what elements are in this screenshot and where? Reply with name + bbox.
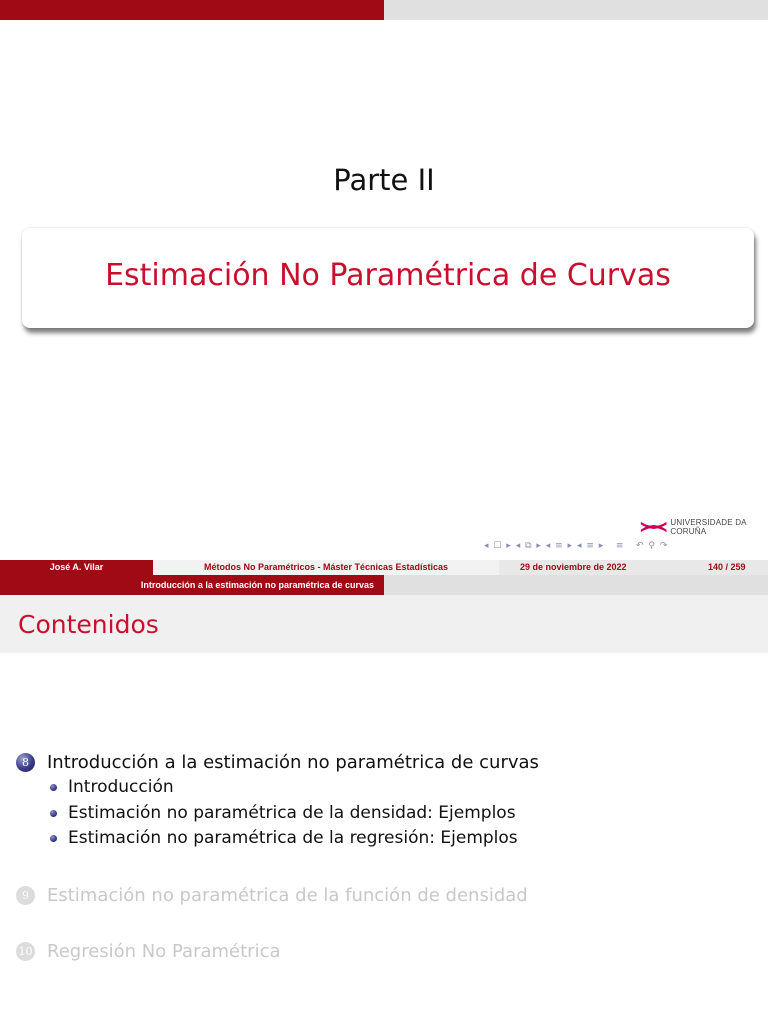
nav-subsection-icon[interactable]: ◂ ≡ ▸ (545, 541, 574, 551)
toc-subsection-title: Introducción (68, 777, 174, 797)
toc-subsection[interactable] (50, 828, 518, 848)
university-name: UNIVERSIDADE DA CORUÑA (670, 518, 747, 536)
toc-subsection[interactable] (50, 777, 174, 797)
nav-menu-icon[interactable]: ≡ (608, 541, 633, 551)
toc-section-title: Estimación no paramétrica de la función de densidad (47, 885, 528, 906)
nav-search-icon[interactable]: ↶ ⚲ ↷ (636, 541, 669, 551)
toc-section-8[interactable] (16, 752, 539, 773)
toc-subsection-title: Estimación no paramétrica de la regresión: Ejemplos (68, 828, 518, 848)
part-title: Estimación No Paramétrica de Curvas (105, 258, 671, 293)
header-bar-right (384, 0, 768, 20)
section-number-badge: 9 (16, 886, 35, 905)
nav-prev-slide-icon[interactable]: ◂ ☐ ▸ (484, 541, 512, 551)
bullet-icon (50, 835, 57, 842)
toc-section-title: Regresión No Paramétrica (47, 941, 281, 962)
toc-subsection-title: Estimación no paramétrica de la densidad: Ejemplos (68, 803, 516, 823)
footer-date: 29 de noviembre de 2022 (520, 562, 627, 572)
bullet-icon (50, 784, 57, 791)
section-number-badge: 8 (16, 753, 35, 772)
footer-author: José A. Vilar (49, 562, 104, 572)
footer-page-number: 140 / 259 (708, 562, 746, 572)
frame-title: Contenidos (18, 610, 159, 639)
section-number-badge: 10 (16, 942, 35, 961)
header-bar-left (0, 0, 384, 20)
part-label: Parte II (333, 163, 435, 197)
toc-section-9[interactable] (16, 885, 528, 906)
section-bar-right (384, 575, 768, 595)
toc-subsection[interactable] (50, 803, 516, 823)
footer-section-title: Introducción a la estimación no paramétrica de curvas (140, 580, 374, 590)
nav-frame-icon[interactable]: ◂ ⧉ ▸ (515, 541, 542, 551)
beamer-navigation-bar[interactable] (484, 541, 668, 551)
toc-section-title: Introducción a la estimación no paramétrica de curvas (47, 752, 539, 773)
toc-section-10[interactable] (16, 941, 281, 962)
footer-course: Métodos No Paramétricos - Máster Técnicas Estadísticas (203, 562, 449, 572)
bullet-icon (50, 810, 57, 817)
nav-section-icon[interactable]: ◂ ≡ ▸ (576, 541, 605, 551)
university-logo (640, 518, 768, 536)
udc-logo-icon (640, 518, 667, 536)
